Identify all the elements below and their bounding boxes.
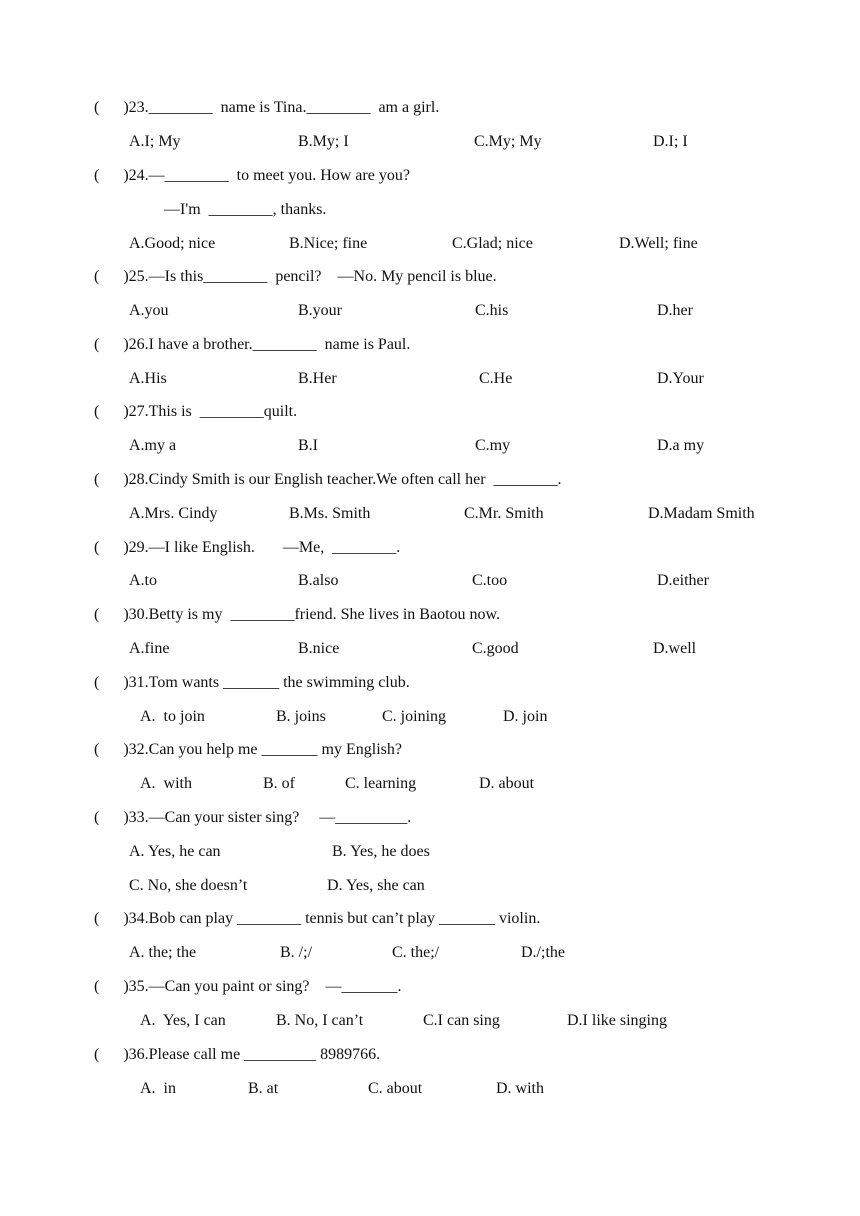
option-34-d: D./;the [521,944,565,961]
option-35-a: A. Yes, I can [140,1012,226,1029]
option-36-d: D. with [496,1080,544,1097]
option-25-c: C.his [475,302,509,319]
option-27-b: B.I [298,437,318,454]
option-32-d: D. about [479,775,535,792]
option-35-c: C.I can sing [423,1012,500,1029]
option-33-c: C. No, she doesn’t [129,877,248,894]
option-23-b: B.My; I [298,133,349,150]
option-30-b: B.nice [298,640,340,657]
option-30-d: D.well [653,640,697,657]
question-27-stem: ( )27.This is ________quilt. [94,403,298,420]
option-33-a: A. Yes, he can [129,843,221,860]
option-34-b: B. /;/ [280,944,313,961]
question-36-stem: ( )36.Please call me _________ 8989766. [94,1046,381,1063]
option-31-a: A. to join [140,708,205,725]
option-29-d: D.either [657,572,709,589]
question-30-stem: ( )30.Betty is my ________friend. She lives in Baotou now. [94,606,501,623]
option-32-b: B. of [263,775,295,792]
option-24-d: D.Well; fine [619,235,698,252]
option-29-b: B.also [298,572,339,589]
question-35-stem: ( )35.—Can you paint or sing? —_______. [94,978,402,995]
option-28-d: D.Madam Smith [648,505,755,522]
option-36-b: B. at [248,1080,279,1097]
question-23-stem: ( )23.________ name is Tina.________ am a girl. [94,99,440,116]
option-24-a: A.Good; nice [129,235,216,252]
option-34-a: A. the; the [129,944,197,961]
question-25-stem: ( )25.—Is this________ pencil? —No. My pencil is blue. [94,268,497,285]
option-35-d: D.I like singing [567,1012,667,1029]
option-26-d: D.Your [657,370,704,387]
option-36-a: A. in [140,1080,176,1097]
option-27-d: D.a my [657,437,705,454]
option-27-c: C.my [475,437,511,454]
option-25-d: D.her [657,302,693,319]
option-28-c: C.Mr. Smith [464,505,544,522]
option-26-b: B.Her [298,370,337,387]
option-26-a: A.His [129,370,167,387]
option-32-a: A. with [140,775,192,792]
option-33-b: B. Yes, he does [332,843,430,860]
option-25-b: B.your [298,302,342,319]
option-23-a: A.I; My [129,133,181,150]
option-30-a: A.fine [129,640,170,657]
option-36-c: C. about [368,1080,423,1097]
option-24-b: B.Nice; fine [289,235,368,252]
question-31-stem: ( )31.Tom wants _______ the swimming club. [94,674,410,691]
option-29-a: A.to [129,572,157,589]
option-32-c: C. learning [345,775,417,792]
option-28-b: B.Ms. Smith [289,505,371,522]
option-30-c: C.good [472,640,519,657]
option-26-c: C.He [479,370,513,387]
option-24-c: C.Glad; nice [452,235,533,252]
question-29-stem: ( )29.—I like English. —Me, ________. [94,539,401,556]
option-29-c: C.too [472,572,508,589]
option-31-b: B. joins [276,708,326,725]
option-34-c: C. the;/ [392,944,440,961]
question-32-stem: ( )32.Can you help me _______ my English? [94,741,402,758]
option-33-d: D. Yes, she can [327,877,425,894]
question-34-stem: ( )34.Bob can play ________ tennis but can’t play _______ violin. [94,910,541,927]
question-26-stem: ( )26.I have a brother.________ name is Paul. [94,336,411,353]
option-31-c: C. joining [382,708,447,725]
question-33-stem: ( )33.—Can your sister sing? —_________. [94,809,412,826]
option-25-a: A.you [129,302,169,319]
question-24-stem: ( )24.—________ to meet you. How are you? [94,167,410,184]
option-27-a: A.my a [129,437,177,454]
option-23-d: D.I; I [653,133,688,150]
option-31-d: D. join [503,708,548,725]
question-28-stem: ( )28.Cindy Smith is our English teacher.We often call her ________. [94,471,562,488]
question-24-stem-reply: —I'm ________, thanks. [164,201,327,218]
option-23-c: C.My; My [474,133,542,150]
option-35-b: B. No, I can’t [276,1012,364,1029]
option-28-a: A.Mrs. Cindy [129,505,218,522]
